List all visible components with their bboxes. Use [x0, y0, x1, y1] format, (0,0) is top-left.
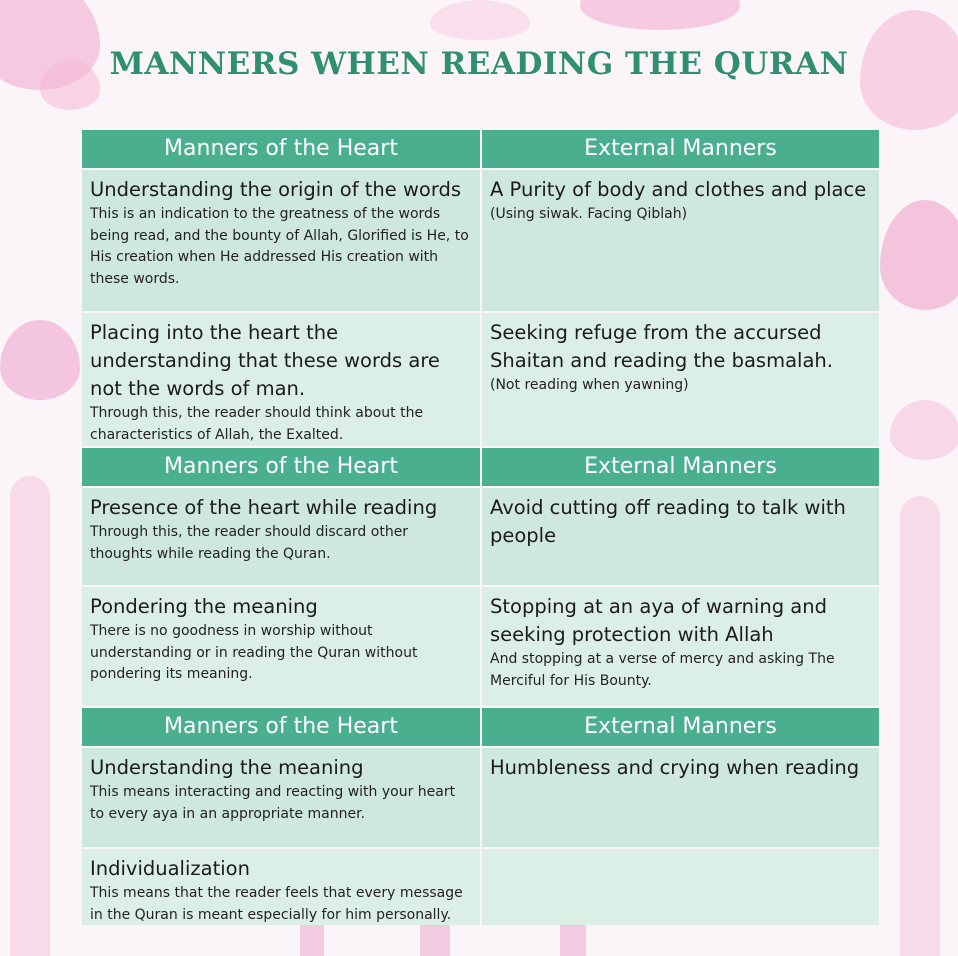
external-cell-empty	[482, 849, 879, 925]
external-header: External Manners	[482, 708, 879, 746]
heart-header: Manners of the Heart	[82, 448, 480, 486]
heart-cell	[82, 587, 480, 706]
heart-cell	[82, 748, 480, 847]
external-main: Stopping at an aya of warning and seeking protection with Allah	[490, 595, 827, 646]
heart-header: Manners of the Heart	[82, 708, 480, 746]
heart-sub: This is an indication to the greatness of the words being read, and the bounty of Allah, Glorified is He, to His creation when He addressed His creation with these words.	[90, 206, 469, 287]
external-main: A Purity of body and clothes and place	[490, 178, 867, 201]
heart-cell	[82, 313, 480, 446]
external-cell	[482, 488, 879, 585]
external-header: External Manners	[482, 130, 879, 168]
heart-cell	[82, 849, 480, 925]
heart-sub: This means interacting and reacting with your heart to every aya in an appropriate manner.	[90, 784, 456, 822]
heart-cell	[82, 488, 480, 585]
heart-sub: This means that the reader feels that every message in the Quran is meant especially for him personally.	[90, 885, 463, 923]
external-sub: (Not reading when yawning)	[490, 377, 689, 393]
heart-main: Placing into the heart the understanding that these words are not the words of man.	[90, 321, 440, 400]
heart-main: Presence of the heart while reading	[90, 496, 438, 519]
external-cell	[482, 587, 879, 706]
external-cell	[482, 748, 879, 847]
heart-cell	[82, 170, 480, 311]
page-title: MANNERS WHEN READING THE QURAN	[109, 46, 849, 82]
heart-header: Manners of the Heart	[82, 130, 480, 168]
heart-main: Pondering the meaning	[90, 595, 318, 618]
heart-sub: Through this, the reader should think about the characteristics of Allah, the Exalted.	[90, 405, 424, 443]
heart-sub: There is no goodness in worship without understanding or in reading the Quran without pondering its meaning.	[90, 623, 418, 682]
external-cell	[482, 313, 879, 446]
external-header: External Manners	[482, 448, 879, 486]
heart-main: Individualization	[90, 857, 250, 880]
external-main: Humbleness and crying when reading	[490, 756, 860, 779]
external-main: Seeking refuge from the accursed Shaitan and reading the basmalah.	[490, 321, 833, 372]
external-sub: And stopping at a verse of mercy and asking The Merciful for His Bounty.	[490, 651, 835, 689]
heart-main: Understanding the origin of the words	[90, 178, 462, 201]
heart-main: Understanding the meaning	[90, 756, 364, 779]
external-main: Avoid cutting off reading to talk with people	[490, 496, 846, 547]
manners-table	[82, 130, 879, 925]
heart-sub: Through this, the reader should discard other thoughts while reading the Quran.	[90, 524, 409, 562]
external-cell	[482, 170, 879, 311]
external-sub: (Using siwak. Facing Qiblah)	[490, 206, 688, 222]
